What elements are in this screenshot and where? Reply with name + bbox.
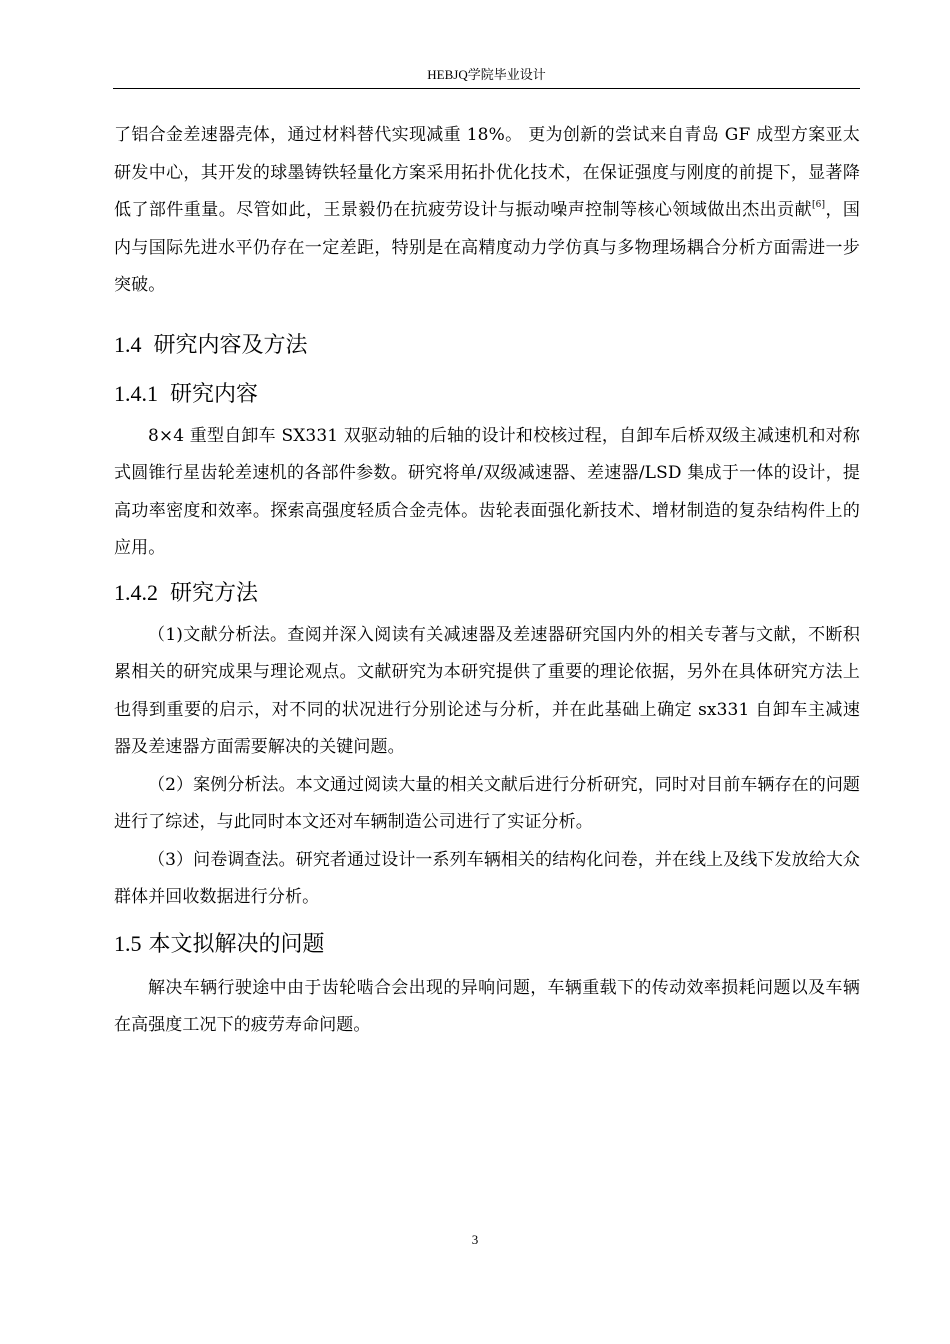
research-content-paragraph: 8×4 重型自卸车 SX331 双驱动轴的后轴的设计和校核过程，自卸车后桥双级主减速机和对称式圆锥行星齿轮差速机的各部件参数。研究将单/双级减速器、差速器/LSD 集成于一体的设计，提高功率密度和效率。探索高强度轻质合金壳体。齿轮表面强化新技术、增材制造的复杂结构件上的应用。 — [114, 425, 860, 558]
section-number: 1.5 — [114, 930, 142, 956]
intro-text-continued: ，国内与国际先进水平仍存在一定差距，特别是在高精度动力学仿真与多物理场耦合分析方面需进一步突破。 — [114, 200, 860, 295]
page-footer — [0, 1232, 950, 1248]
header-title: HEBJQ学院毕业设计 — [427, 67, 546, 82]
section-title: 研究内容及方法 — [153, 332, 308, 358]
method-paragraph-survey: （3）问卷调查法。研究者通过设计一系列车辆相关的结构化问卷，并在线上及线下发放给大众群体并回收数据进行分析。 — [114, 849, 861, 907]
page-content — [114, 117, 860, 1045]
section-title: 本文拟解决的问题 — [148, 931, 325, 957]
page-header — [113, 62, 860, 89]
section-heading-1-4-1 — [114, 371, 860, 418]
page-number: 3 — [471, 1232, 479, 1247]
section-title: 研究方法 — [170, 580, 259, 606]
section-number: 1.4.2 — [114, 579, 158, 605]
section-heading-1-4-2 — [114, 570, 860, 617]
section-number: 1.4 — [114, 331, 142, 357]
intro-paragraph — [114, 117, 860, 305]
problems-paragraph: 解决车辆行驶途中由于齿轮啮合会出现的异响问题，车辆重载下的传动效率损耗问题以及车辆在高强度工况下的疲劳寿命问题。 — [114, 977, 860, 1035]
citation-marker: [6] — [812, 200, 826, 210]
section-heading-1-5 — [114, 919, 860, 970]
section-number: 1.4.1 — [114, 380, 158, 406]
intro-text: 了铝合金差速器壳体，通过材料替代实现减重 18%。 更为创新的尝试来自青岛 GF 成型方案亚太研发中心，其开发的球墨铸铁轻量化方案采用拓扑优化技术，在保证强度与刚度的前提下，显著降低了部件重量。尽管如此，王景毅仍在抗疲劳设计与振动噪声控制等核心领域做出杰出贡献 — [114, 125, 860, 220]
method-paragraph-case: （2）案例分析法。本文通过阅读大量的相关文献后进行分析研究，同时对目前车辆存在的问题进行了综述，与此同时本文还对车辆制造公司进行了实证分析。 — [114, 774, 861, 832]
method-paragraph-literature: （1)文献分析法。查阅并深入阅读有关减速器及差速器研究国内外的相关专著与文献，不断积累相关的研究成果与理论观点。文献研究为本研究提供了重要的理论依据，另外在具体研究方法上也得到重要的启示，对不同的状况进行分别论述与分析，并在此基础上确定 sx331 自卸车主减速器及差速器方面需要解决的关键问题。 — [114, 624, 860, 757]
section-title: 研究内容 — [170, 381, 259, 407]
section-heading-1-4 — [114, 320, 860, 371]
